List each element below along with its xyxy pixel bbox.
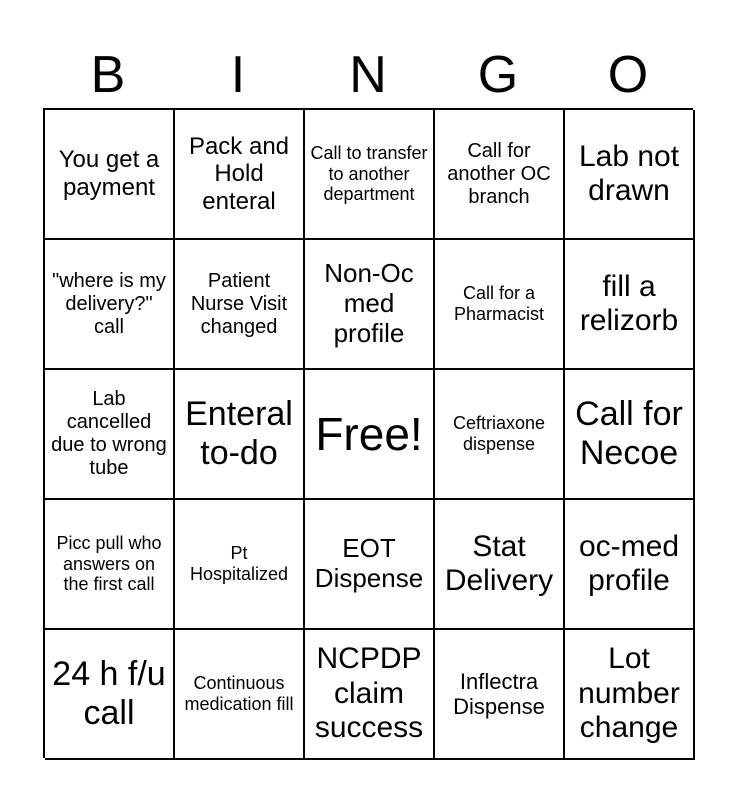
cell-text: Call for Necoe [575,394,683,472]
cell-text: Non-Oc med profile [324,258,414,348]
bingo-cell[interactable] [565,630,695,760]
header-letter-g: G [477,46,519,104]
bingo-cell[interactable] [45,370,175,500]
bingo-cell[interactable] [305,110,435,240]
cell-text: Inflectra Dispense [453,668,545,719]
bingo-cell[interactable] [305,240,435,370]
cell-text: Lab not drawn [578,139,680,207]
bingo-cell[interactable] [435,110,565,240]
cell-text: NCPDP claim success [314,642,424,745]
cell-text: Free! [315,407,423,460]
cell-text: oc-med profile [578,529,680,597]
header-letter-i: I [230,46,246,104]
bingo-cell[interactable] [45,240,175,370]
bingo-cell[interactable] [45,630,175,760]
cell-text: Call to transfer to another department [310,142,428,205]
cell-text: fill a relizorb [579,269,679,337]
bingo-cell[interactable] [45,110,175,240]
header-letter-n: N [349,46,387,104]
bingo-cell-free[interactable] [305,370,435,500]
cell-text: Lot number change [578,642,680,745]
bingo-cell[interactable] [45,500,175,630]
bingo-cell[interactable] [435,240,565,370]
cell-text: You get a payment [58,146,160,201]
cell-text: EOT Dispense [314,533,424,593]
cell-text: Call for a Pharmacist [453,283,545,324]
bingo-cell[interactable] [565,240,695,370]
header-letter-b: B [90,46,126,104]
cell-text: Lab cancelled due to wrong tube [51,388,167,479]
cell-text: Stat Delivery [444,529,554,597]
cell-text: Continuous medication fill [184,673,294,714]
bingo-cell[interactable] [565,370,695,500]
bingo-cell[interactable] [175,240,305,370]
cell-text: Ceftriaxone dispense [452,413,546,454]
header-letter-o: O [607,46,649,104]
bingo-cell[interactable] [435,630,565,760]
cell-text: Call for another OC branch [447,139,551,208]
bingo-cell[interactable] [305,630,435,760]
bingo-cell[interactable] [175,630,305,760]
bingo-cell[interactable] [435,370,565,500]
cell-text: Patient Nurse Visit changed [190,269,288,338]
cell-text: Enteral to-do [185,394,293,472]
cell-text: Pack and Hold enteral [188,132,290,215]
bingo-cell[interactable] [305,500,435,630]
bingo-cell[interactable] [435,500,565,630]
bingo-cell[interactable] [175,110,305,240]
bingo-grid [43,108,693,758]
cell-text: Pt Hospitalized [189,543,289,584]
bingo-cell[interactable] [565,500,695,630]
bingo-cell[interactable] [565,110,695,240]
cell-text: 24 h f/u call [52,654,166,732]
cell-text: Picc pull who answers on the first call [56,532,162,595]
bingo-cell[interactable] [175,500,305,630]
bingo-cell[interactable] [175,370,305,500]
cell-text: "where is my delivery?" call [52,269,166,338]
bingo-header [43,40,693,110]
